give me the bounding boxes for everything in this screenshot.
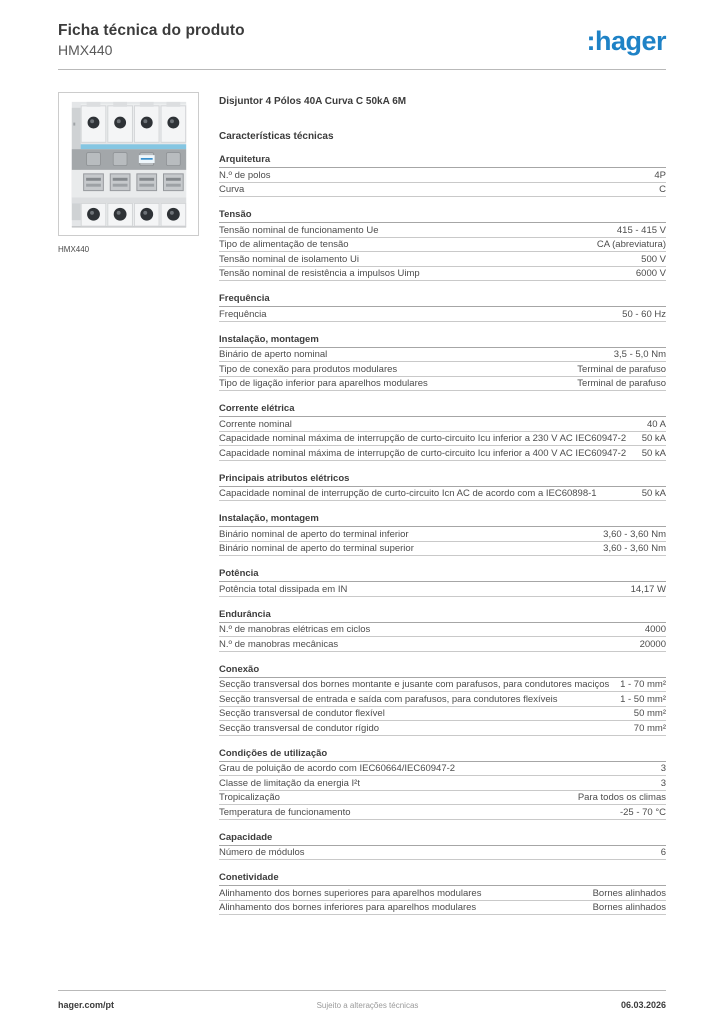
- spec-label: Tensão nominal de isolamento Ui: [219, 253, 359, 265]
- spec-label: Secção transversal dos bornes montante e jusante com parafusos, para condutores maciços: [219, 679, 610, 690]
- spec-label: Grau de poluição de acordo com IEC60664/IEC60947-2: [219, 763, 456, 774]
- spec-value: 40 A: [646, 418, 666, 430]
- main-content: [58, 92, 666, 915]
- spec-row: [219, 377, 666, 392]
- spec-value: Terminal de parafuso: [577, 363, 666, 375]
- spec-label: N.º de manobras elétricas em ciclos: [219, 624, 371, 635]
- spec-section-title: Arquitetura: [219, 154, 666, 168]
- spec-label: Número de módulos: [219, 847, 305, 858]
- spec-row: [219, 252, 666, 267]
- spec-value: Bornes alinhados: [592, 902, 666, 913]
- spec-value: Terminal de parafuso: [577, 378, 666, 389]
- spec-label: Binário nominal de aperto do terminal inferior: [219, 528, 409, 540]
- spec-section: [219, 832, 666, 861]
- spec-section-title: Tensão: [219, 209, 666, 223]
- spec-section-title: Condições de utilização: [219, 748, 666, 762]
- footer-disclaimer: Sujeito a alterações técnicas: [316, 1001, 419, 1010]
- spec-section-title: Conetividade: [219, 872, 666, 886]
- spec-section: [219, 872, 666, 915]
- spec-label: Tensão nominal de resistência a impulsos Uimp: [219, 268, 420, 279]
- spec-label: Frequência: [219, 308, 267, 320]
- spec-section-title: Conexão: [219, 664, 666, 678]
- spec-label: Tensão nominal de funcionamento Ue: [219, 224, 379, 236]
- spec-label: Binário nominal de aperto do terminal superior: [219, 543, 414, 554]
- spec-section-title: Capacidade: [219, 832, 666, 846]
- spec-section-title: Instalação, montagem: [219, 513, 666, 527]
- spec-label: Corrente nominal: [219, 418, 292, 430]
- spec-section: [219, 154, 666, 197]
- right-column: [219, 92, 666, 915]
- spec-label: N.º de manobras mecânicas: [219, 638, 339, 650]
- spec-label: Tipo de alimentação de tensão: [219, 239, 349, 250]
- spec-value: 50 kA: [641, 433, 666, 444]
- spec-section-title: Frequência: [219, 293, 666, 307]
- spec-row: [219, 446, 666, 461]
- spec-value: 6: [660, 847, 666, 858]
- spec-label: Capacidade nominal máxima de interrupção de curto-circuito Icu inferior a 230 V AC IEC60947-2: [219, 433, 627, 444]
- spec-value: 4000: [644, 624, 666, 635]
- spec-section: [219, 609, 666, 652]
- spec-row: [219, 267, 666, 282]
- spec-row: [219, 692, 666, 707]
- spec-label: Alinhamento dos bornes superiores para aparelhos modulares: [219, 887, 482, 899]
- spec-value: 3: [660, 777, 666, 789]
- spec-section: [219, 293, 666, 322]
- header-titles: [58, 22, 245, 58]
- spec-label: Secção transversal de entrada e saída com parafusos, para condutores flexíveis: [219, 693, 558, 705]
- spec-value: CA (abreviatura): [596, 239, 666, 250]
- product-title: Disjuntor 4 Pólos 40A Curva C 50kA 6M: [219, 96, 407, 107]
- spec-row: [219, 307, 666, 322]
- spec-value: 50 kA: [641, 447, 666, 459]
- spec-value: 3,5 - 5,0 Nm: [613, 349, 666, 360]
- spec-value: 50 mm²: [633, 708, 666, 719]
- spec-label: Capacidade nominal de interrupção de curto-circuito Icn AC de acordo com a IEC60898-1: [219, 488, 597, 499]
- spec-value: 500 V: [641, 253, 666, 265]
- spec-row: [219, 776, 666, 791]
- spec-value: 50 kA: [641, 488, 666, 499]
- spec-value: 415 - 415 V: [616, 224, 666, 236]
- spec-label: Alinhamento dos bornes inferiores para aparelhos modulares: [219, 902, 477, 913]
- footer-date: 06.03.2026: [620, 1000, 666, 1010]
- spec-value: 3,60 - 3,60 Nm: [603, 528, 666, 540]
- footer: [58, 990, 666, 1010]
- spec-value: Para todos os climas: [577, 792, 666, 803]
- spec-label: N.º de polos: [219, 169, 271, 181]
- spec-label: Classe de limitação da energia I²t: [219, 777, 360, 789]
- spec-label: Tipo de conexão para produtos modulares: [219, 363, 398, 375]
- product-reference: HMX440: [58, 42, 113, 58]
- spec-section: [219, 513, 666, 556]
- spec-section: [219, 568, 666, 597]
- spec-label: Tipo de ligação inferior para aparelhos modulares: [219, 378, 428, 389]
- spec-label: Temperatura de funcionamento: [219, 806, 351, 818]
- spec-label: Capacidade nominal máxima de interrupção de curto-circuito Icu inferior a 400 V AC IEC60947-2: [219, 447, 627, 459]
- spec-row: [219, 348, 666, 363]
- spec-label: Curva: [219, 184, 245, 195]
- spec-row: [219, 623, 666, 638]
- spec-section-title: Corrente elétrica: [219, 403, 666, 417]
- spec-value: 4P: [654, 169, 666, 181]
- spec-row: [219, 527, 666, 542]
- spec-row: [219, 168, 666, 183]
- spec-label: Potência total dissipada em IN: [219, 583, 348, 595]
- spec-row: [219, 582, 666, 597]
- spec-value: 3,60 - 3,60 Nm: [603, 543, 666, 554]
- spec-value: 70 mm²: [633, 722, 666, 734]
- spec-label: Secção transversal de condutor flexível: [219, 708, 385, 719]
- spec-value: C: [659, 184, 666, 195]
- spec-value: -25 - 70 °C: [619, 806, 666, 818]
- product-image: [58, 92, 199, 236]
- header-divider: [58, 69, 666, 70]
- spec-row: [219, 678, 666, 693]
- spec-value: 6000 V: [635, 268, 666, 279]
- header: [58, 22, 666, 58]
- spec-row: [219, 542, 666, 557]
- characteristics-heading: Características técnicas: [219, 131, 334, 142]
- circuit-breaker-illustration: [59, 93, 198, 235]
- spec-value: 50 - 60 Hz: [622, 308, 666, 320]
- spec-section-title: Principais atributos elétricos: [219, 473, 666, 487]
- spec-section: [219, 748, 666, 820]
- spec-value: 1 - 50 mm²: [620, 693, 666, 705]
- footer-website-link[interactable]: hager.com/pt: [58, 1000, 115, 1010]
- spec-value: 3: [660, 763, 666, 774]
- spec-row: [219, 901, 666, 916]
- spec-section: [219, 403, 666, 461]
- spec-value: 20000: [639, 638, 666, 650]
- spec-row: [219, 238, 666, 253]
- spec-row: [219, 886, 666, 901]
- spec-section-title: Endurância: [219, 609, 666, 623]
- spec-section-title: Instalação, montagem: [219, 334, 666, 348]
- spec-row: [219, 487, 666, 502]
- spec-section: [219, 209, 666, 281]
- left-column: [58, 92, 199, 915]
- spec-section: [219, 664, 666, 736]
- spec-value: 1 - 70 mm²: [620, 679, 666, 690]
- product-image-caption: HMX440: [58, 245, 90, 254]
- spec-table: [219, 154, 666, 915]
- spec-row: [219, 432, 666, 447]
- spec-section-title: Potência: [219, 568, 666, 582]
- spec-value: 14,17 W: [630, 583, 666, 595]
- spec-label: Secção transversal de condutor rígido: [219, 722, 380, 734]
- spec-row: [219, 362, 666, 377]
- spec-row: [219, 707, 666, 722]
- spec-row: [219, 805, 666, 820]
- spec-row: [219, 721, 666, 736]
- spec-section: [219, 473, 666, 502]
- spec-row: [219, 637, 666, 652]
- spec-label: Tropicalização: [219, 792, 280, 803]
- hager-logo: :hager: [586, 26, 666, 56]
- spec-section: [219, 334, 666, 392]
- spec-row: [219, 417, 666, 432]
- spec-label: Binário de aperto nominal: [219, 349, 328, 360]
- spec-row: [219, 791, 666, 806]
- footer-divider: [58, 990, 666, 991]
- spec-row: [219, 762, 666, 777]
- spec-row: [219, 183, 666, 198]
- spec-row: [219, 846, 666, 861]
- spec-row: [219, 223, 666, 238]
- footer-row: [58, 1000, 666, 1010]
- page-title: Ficha técnica do produto: [58, 22, 245, 39]
- spec-value: Bornes alinhados: [592, 887, 666, 899]
